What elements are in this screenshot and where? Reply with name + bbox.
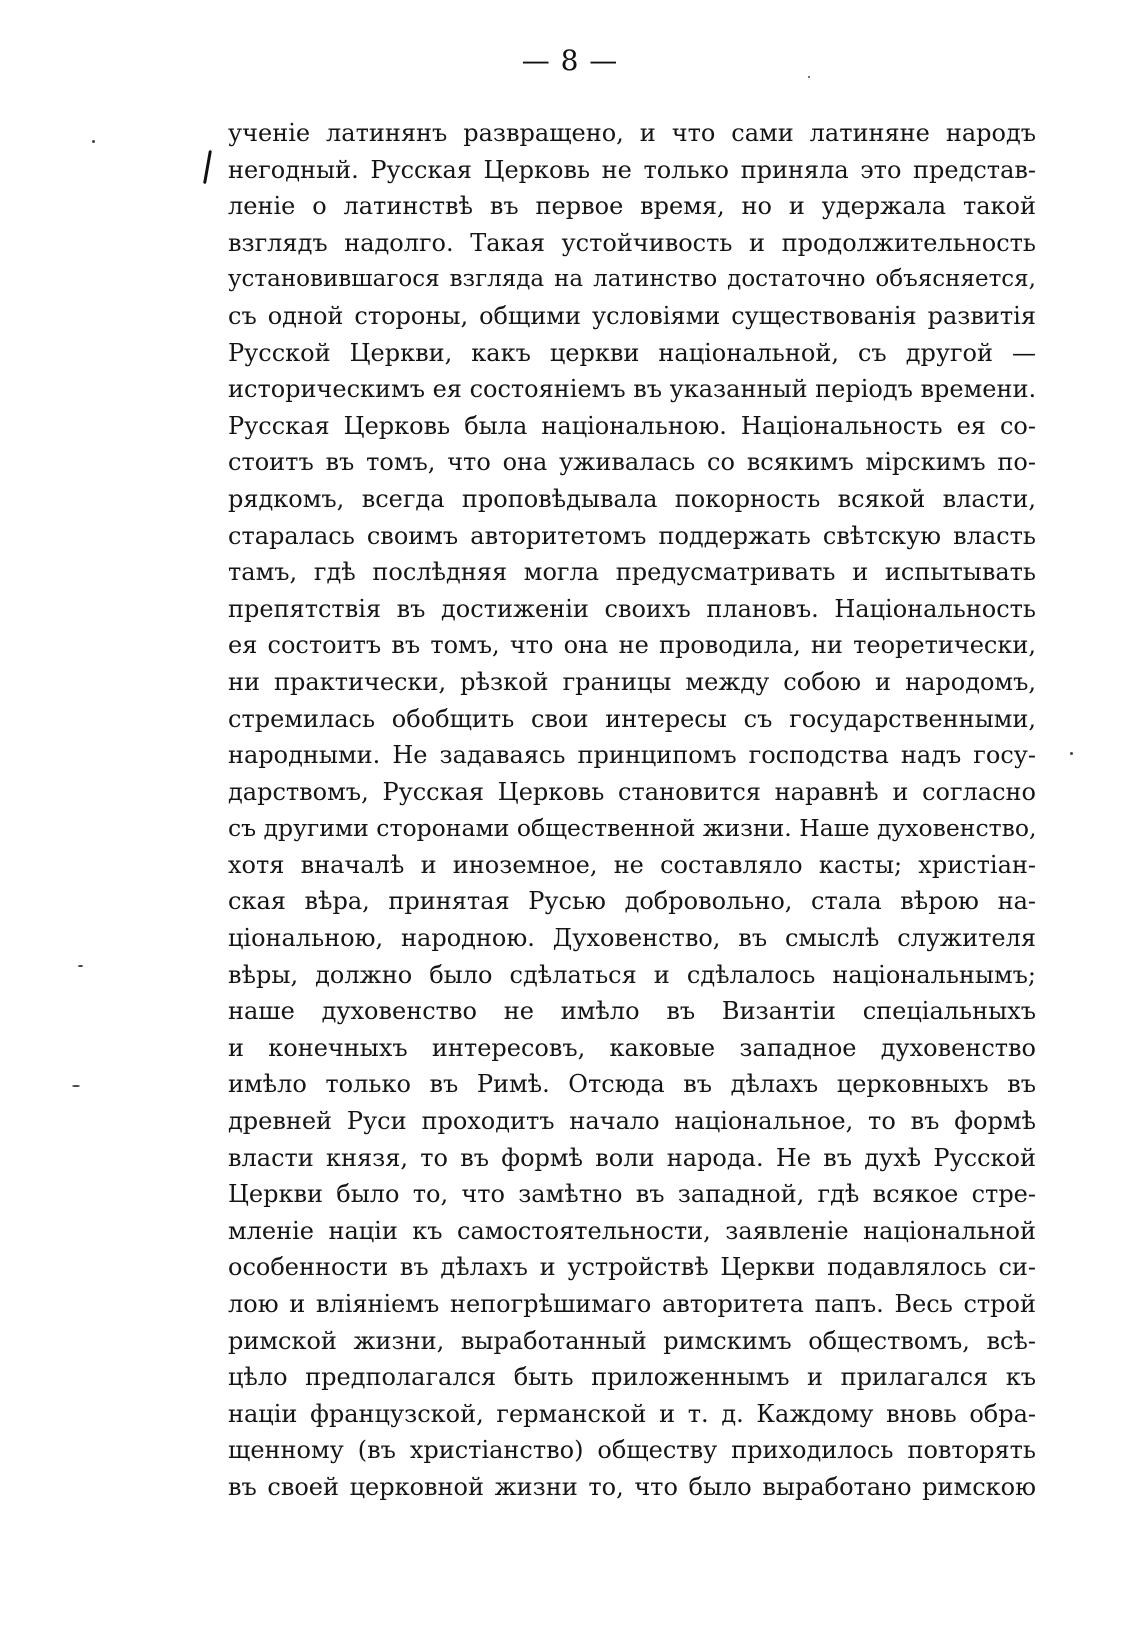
text-line: историческимъ ея состояніемъ въ указанный періодъ времени. xyxy=(228,375,1036,404)
text-line: въ своей церковной жизни то, что было выработано римскою xyxy=(228,1472,1036,1501)
scan-speck xyxy=(72,1085,80,1087)
text-line: ціональною, народною. Духовенство, въ смыслѣ служителя xyxy=(228,924,1036,953)
text-line: старалась своимъ авторитетомъ поддержать свѣтскую власть xyxy=(228,521,1036,550)
scan-speck xyxy=(78,965,83,967)
text-line: установившагося взгляда на латинство достаточно объясняется, xyxy=(228,266,1036,293)
text-line: леніе о латинствѣ въ первое время, но и удержала такой xyxy=(228,192,1036,221)
text-line: съ одной стороны, общими условіями существованія развитія xyxy=(228,301,1036,330)
text-line: щенному (въ христіанство) обществу приходилось повторять xyxy=(228,1436,1036,1465)
text-line: стремилась обобщить свои интересы съ государственными, xyxy=(228,704,1036,733)
body-text xyxy=(228,115,1036,1506)
text-line: народными. Не задаваясь принципомъ господства надъ госу- xyxy=(228,741,1036,770)
margin-pen-mark xyxy=(203,150,212,184)
text-line: Церкви было то, что замѣтно въ западной, гдѣ всякое стре- xyxy=(228,1180,1036,1209)
text-line: взглядъ надолго. Такая устойчивость и продолжительность xyxy=(228,228,1036,257)
text-line: съ другими сторонами общественной жизни. Наше духовенство, xyxy=(228,814,1036,843)
text-line: цѣло предполагался быть приложеннымъ и прилагался къ xyxy=(228,1363,1036,1392)
text-line: римской жизни, выработанный римскимъ обществомъ, всѣ- xyxy=(228,1326,1036,1355)
text-line: ни практически, рѣзкой границы между собою и народомъ, xyxy=(228,667,1036,696)
text-line: негодный. Русская Церковь не только приняла это представ- xyxy=(228,155,1036,184)
text-line: наше духовенство не имѣло въ Византіи спеціальныхъ xyxy=(228,997,1036,1026)
text-line: дарствомъ, Русская Церковь становится наравнѣ и согласно xyxy=(228,777,1036,806)
text-line: лою и вліяніемъ непогрѣшимаго авторитета папъ. Весь строй xyxy=(228,1290,1036,1318)
text-line: и конечныхъ интересовъ, каковые западное духовенство xyxy=(228,1033,1036,1062)
text-line: рядкомъ, всегда проповѣдывала покорность всякой власти, xyxy=(228,484,1036,513)
text-line: древней Руси проходитъ начало національное, то въ формѣ xyxy=(228,1107,1036,1136)
text-line: ученіе латинянъ развращено, и что сами латиняне народъ xyxy=(228,119,1036,147)
text-line: мленіе націи къ самостоятельности, заявленіе національной xyxy=(228,1216,1036,1245)
text-line: хотя вначалѣ и иноземное, не составляло касты; христіан- xyxy=(228,850,1036,879)
text-line: особенности въ дѣлахъ и устройствѣ Церкви подавлялось си- xyxy=(228,1253,1036,1282)
text-line: стоитъ въ томъ, что она уживалась со всякимъ мірскимъ по- xyxy=(228,448,1036,477)
text-line: имѣло только въ Римѣ. Отсюда въ дѣлахъ церковныхъ въ xyxy=(228,1070,1036,1099)
text-line: ская вѣра, принятая Русью добровольно, стала вѣрою на- xyxy=(228,887,1036,916)
text-line: власти князя, то въ формѣ воли народа. Не въ духѣ Русской xyxy=(228,1143,1036,1172)
scan-speck xyxy=(92,140,95,143)
page-number: — 8 — xyxy=(521,44,619,77)
text-line: вѣры, должно было сдѣлаться и сдѣлалось національнымъ; xyxy=(228,960,1036,989)
text-line: тамъ, гдѣ послѣдняя могла предусматривать и испытывать xyxy=(228,558,1036,587)
scan-speck xyxy=(808,76,810,78)
text-line: ея состоитъ въ томъ, что она не проводила, ни теоретически, xyxy=(228,631,1036,660)
text-line: націи французской, германской и т. д. Каждому вновь обра- xyxy=(228,1399,1036,1428)
text-line: Русская Церковь была національною. Національность ея со- xyxy=(228,411,1036,440)
text-line: препятствія въ достиженіи своихъ плановъ. Національность xyxy=(228,594,1036,623)
text-line: Русской Церкви, какъ церкви національной, съ другой — xyxy=(228,338,1036,367)
scan-speck xyxy=(1070,752,1073,755)
